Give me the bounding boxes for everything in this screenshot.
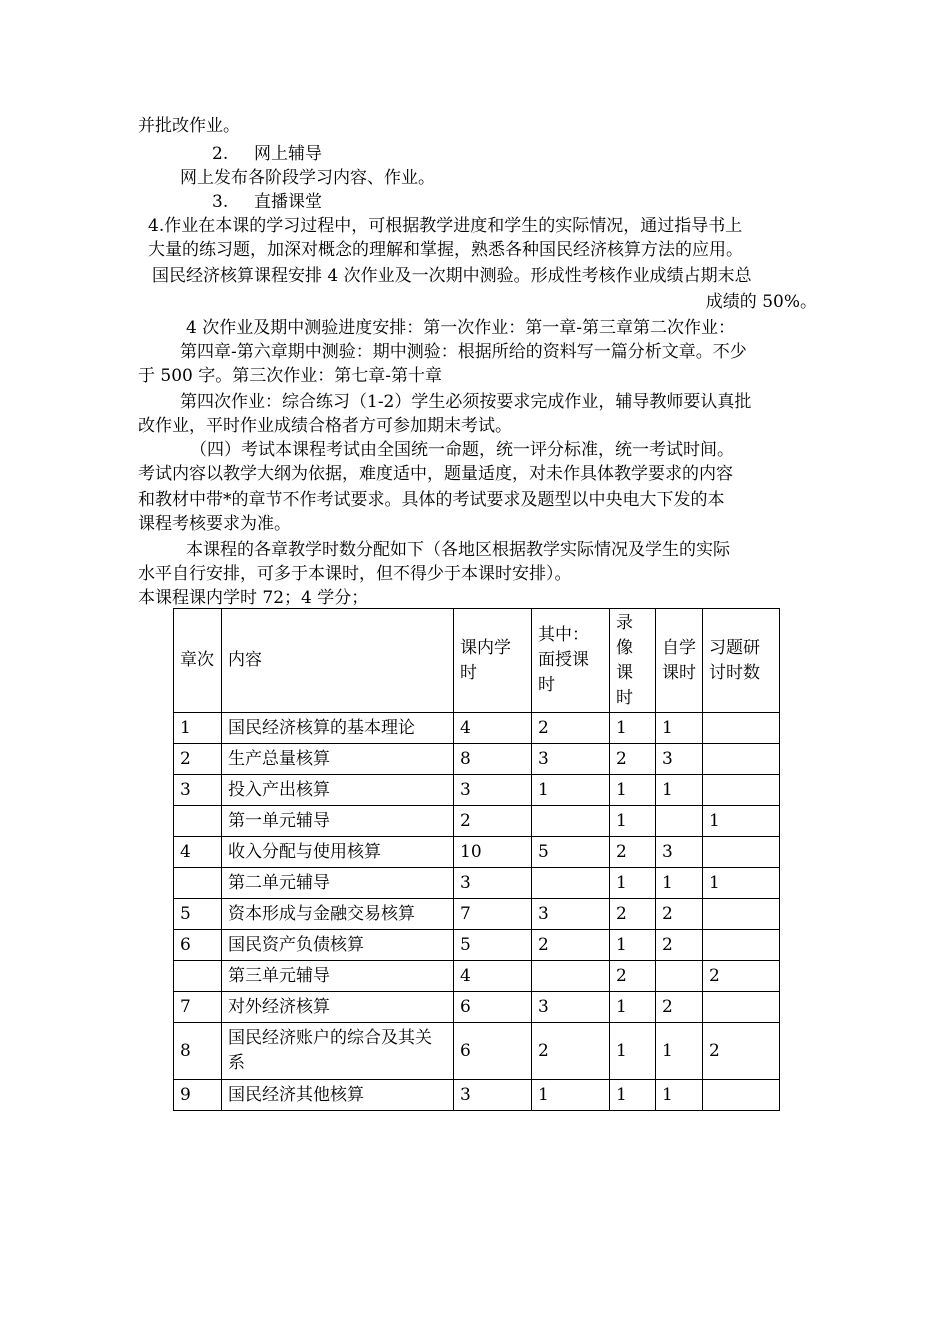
table-cell: 5 (532, 837, 610, 868)
table-cell: 资本形成与金融交易核算 (222, 899, 454, 930)
table-cell (532, 868, 610, 899)
paragraph-exam-l4: 课程考核要求为准。 (138, 514, 291, 534)
table-cell: 1 (610, 868, 656, 899)
paragraph-homework-l1: 4.作业在本课的学习过程中，可根据教学进度和学生的实际情况，通过指导书上 (148, 216, 743, 236)
table-cell: 2 (174, 744, 222, 775)
table-cell: 7 (454, 899, 532, 930)
table-cell: 6 (174, 930, 222, 961)
header-class-hours: 课内学时 (454, 609, 532, 713)
table-cell: 2 (532, 1023, 610, 1080)
list-number: 2. (212, 144, 229, 164)
list-text: 直播课堂 (254, 192, 322, 212)
table-cell: 1 (610, 806, 656, 837)
header-self-study-hours: 自学课时 (656, 609, 703, 713)
table-cell: 国民资产负债核算 (222, 930, 454, 961)
table-cell: 7 (174, 992, 222, 1023)
table-row (174, 930, 780, 961)
table-cell (703, 837, 780, 868)
table-cell: 1 (703, 868, 780, 899)
table-cell: 3 (454, 775, 532, 806)
table-cell: 3 (454, 868, 532, 899)
table-cell: 1 (656, 1080, 703, 1111)
table-cell: 4 (174, 837, 222, 868)
table-cell: 1 (610, 930, 656, 961)
list-item-online-tutoring (212, 142, 322, 166)
table-row (174, 992, 780, 1023)
table-cell (174, 961, 222, 992)
table-cell: 国民经济核算的基本理论 (222, 713, 454, 744)
table-cell (174, 868, 222, 899)
header-exercise-hours: 习题研讨时数 (703, 609, 780, 713)
paragraph-schedule-l3: 于 500 字。第三次作业：第七章-第十章 (138, 366, 442, 386)
paragraph-homework-review: 并批改作业。 (138, 116, 240, 136)
table-cell (703, 713, 780, 744)
table-cell: 6 (454, 992, 532, 1023)
table-cell: 2 (532, 930, 610, 961)
table-cell: 2 (610, 961, 656, 992)
table-cell: 2 (532, 713, 610, 744)
table-cell: 3 (532, 899, 610, 930)
list-item-live-class (212, 190, 322, 214)
table-cell: 3 (532, 744, 610, 775)
paragraph-fourth-homework-l1: 第四次作业：综合练习（1-2）学生必须按要求完成作业，辅导教师要认真批 (180, 392, 752, 412)
paragraph-exam-l3: 和教材中带*的章节不作考试要求。具体的考试要求及题型以中央电大下发的本 (138, 490, 725, 510)
paragraph-online-publish: 网上发布各阶段学习内容、作业。 (180, 168, 435, 188)
table-cell: 1 (174, 713, 222, 744)
table-cell: 1 (532, 775, 610, 806)
table-cell: 6 (454, 1023, 532, 1080)
table-cell (703, 744, 780, 775)
table-row (174, 899, 780, 930)
paragraph-schedule-l1: 4 次作业及期中测验进度安排：第一次作业：第一章-第三章第二次作业： (186, 318, 735, 338)
table-cell: 5 (454, 930, 532, 961)
table-cell (703, 992, 780, 1023)
table-cell: 2 (656, 992, 703, 1023)
table-cell: 2 (703, 1023, 780, 1080)
table-cell: 1 (610, 713, 656, 744)
table-cell (703, 1080, 780, 1111)
paragraph-homework-l4: 成绩的 50%。 (705, 292, 817, 312)
table-row (174, 1023, 780, 1080)
table-cell: 3 (532, 992, 610, 1023)
table-cell: 第二单元辅导 (222, 868, 454, 899)
table-cell: 1 (656, 713, 703, 744)
table-cell (703, 775, 780, 806)
paragraph-homework-l2: 大量的练习题，加深对概念的理解和掌握，熟悉各种国民经济核算方法的应用。 (148, 240, 743, 260)
hours-table (173, 608, 780, 1111)
table-cell: 3 (174, 775, 222, 806)
table-cell (703, 930, 780, 961)
table-cell: 第三单元辅导 (222, 961, 454, 992)
table-cell: 第一单元辅导 (222, 806, 454, 837)
table-cell: 3 (454, 1080, 532, 1111)
table-cell: 2 (656, 930, 703, 961)
table-cell: 2 (610, 899, 656, 930)
table-cell (703, 899, 780, 930)
paragraph-credit-hours: 本课程课内学时 72；4 学分； (138, 588, 369, 608)
header-content: 内容 (222, 609, 454, 713)
table-cell: 2 (610, 837, 656, 868)
table-cell: 2 (610, 744, 656, 775)
list-number: 3. (212, 192, 229, 212)
table-cell: 1 (656, 868, 703, 899)
header-chapter: 章次 (174, 609, 222, 713)
table-row (174, 1080, 780, 1111)
table-cell: 1 (610, 992, 656, 1023)
table-cell: 收入分配与使用核算 (222, 837, 454, 868)
table-cell: 1 (703, 806, 780, 837)
table-row (174, 713, 780, 744)
table-cell: 2 (454, 806, 532, 837)
table-cell: 4 (454, 961, 532, 992)
table-row (174, 868, 780, 899)
table-cell: 3 (656, 837, 703, 868)
table-row (174, 837, 780, 868)
paragraph-hours-l1: 本课程的各章教学时数分配如下（各地区根据教学实际情况及学生的实际 (186, 540, 730, 560)
table-header-row (174, 609, 780, 713)
table-row (174, 744, 780, 775)
table-cell (656, 961, 703, 992)
table-cell: 1 (610, 1023, 656, 1080)
table-cell: 1 (532, 1080, 610, 1111)
table-cell: 3 (656, 744, 703, 775)
table-cell: 8 (454, 744, 532, 775)
table-cell: 1 (610, 775, 656, 806)
table-cell: 国民经济账户的综合及其关系 (222, 1023, 454, 1080)
paragraph-exam-l2: 考试内容以教学大纲为依据，难度适中，题量适度，对未作具体教学要求的内容 (138, 464, 733, 484)
header-lecture-hours: 其中：面授课时 (532, 609, 610, 713)
table-row (174, 775, 780, 806)
table-row (174, 806, 780, 837)
table-cell: 5 (174, 899, 222, 930)
table-cell (174, 806, 222, 837)
table-cell: 8 (174, 1023, 222, 1080)
paragraph-exam-l1: （四）考试本课程考试由全国统一命题，统一评分标准，统一考试时间。 (190, 440, 734, 460)
table-row (174, 961, 780, 992)
table-cell (532, 961, 610, 992)
paragraph-homework-l3: 国民经济核算课程安排 4 次作业及一次期中测验。形成性考核作业成绩占期末总 (152, 266, 752, 286)
table-cell (656, 806, 703, 837)
paragraph-fourth-homework-l2: 改作业，平时作业成绩合格者方可参加期末考试。 (138, 416, 512, 436)
table-cell: 1 (656, 1023, 703, 1080)
paragraph-schedule-l2: 第四章-第六章期中测验：期中测验：根据所给的资料写一篇分析文章。不少 (180, 342, 747, 362)
table-cell: 投入产出核算 (222, 775, 454, 806)
paragraph-hours-l2: 水平自行安排，可多于本课时，但不得少于本课时安排）。 (138, 564, 572, 584)
table-cell: 1 (656, 775, 703, 806)
table-cell (532, 806, 610, 837)
table-cell: 1 (610, 1080, 656, 1111)
table-cell: 生产总量核算 (222, 744, 454, 775)
table-cell: 10 (454, 837, 532, 868)
list-text: 网上辅导 (254, 144, 322, 164)
table-cell: 2 (656, 899, 703, 930)
table-cell: 对外经济核算 (222, 992, 454, 1023)
header-video-hours: 录像课时 (610, 609, 656, 713)
table-cell: 2 (703, 961, 780, 992)
table-cell: 4 (454, 713, 532, 744)
table-cell: 9 (174, 1080, 222, 1111)
table-cell: 国民经济其他核算 (222, 1080, 454, 1111)
